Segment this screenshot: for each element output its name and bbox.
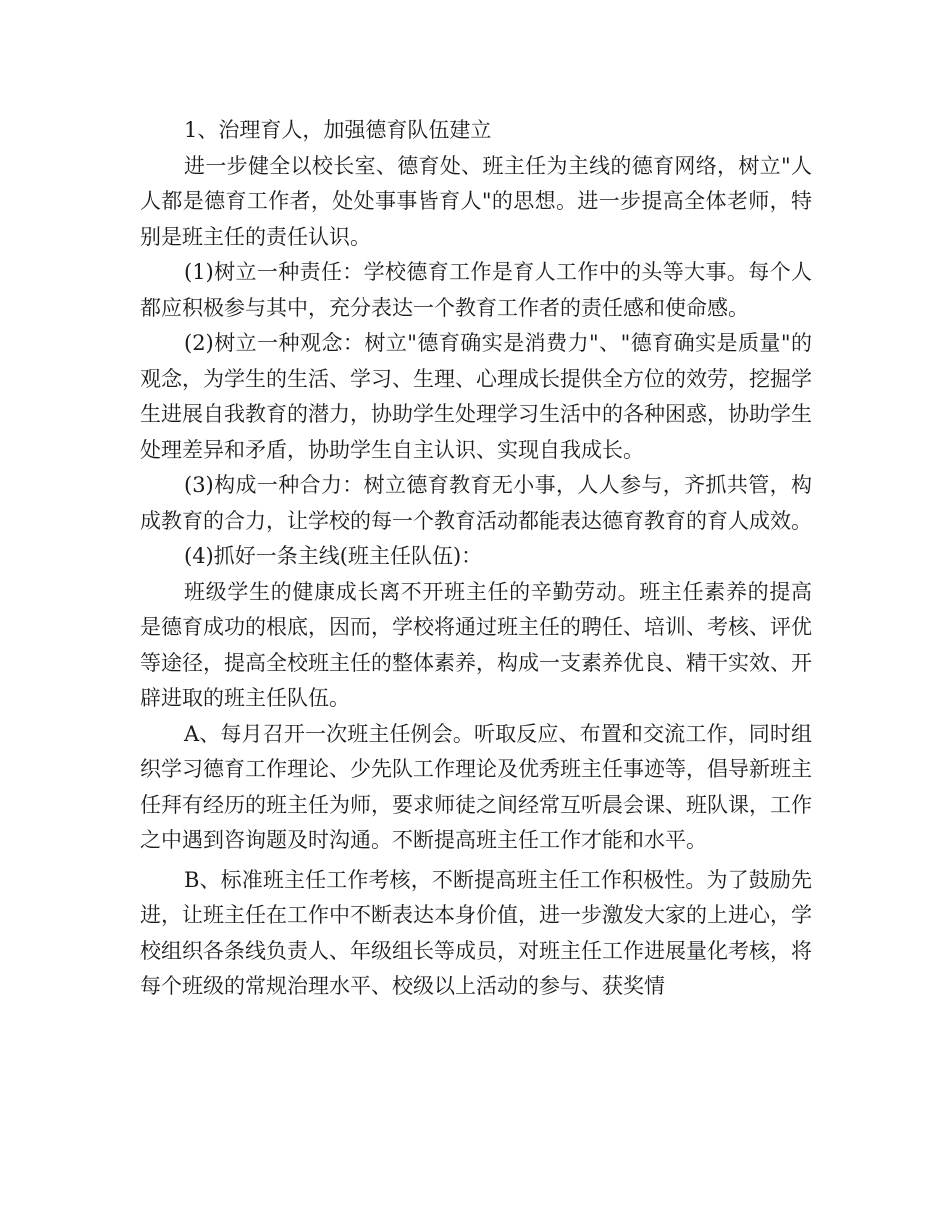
- paragraph-item-a: A、每月召开一次班主任例会。听取反应、布置和交流工作，同时组织学习德育工作理论、少先队工作理论及优秀班主任事迹等，倡导新班主任拜有经历的班主任为师，要求师徒之间经常互听晨会课、班队课，工作之中遇到咨询题及时沟通。不断提高班主任工作才能和水平。: [140, 721, 812, 852]
- document-body: [140, 113, 812, 1005]
- paragraph-item-1: (1)树立一种责任：学校德育工作是育人工作中的头等大事。每个人都应积极参与其中，充分表达一个教育工作者的责任感和使命感。: [140, 260, 812, 320]
- paragraph-item-2: (2)树立一种观念：树立"德育确实是消费力"、"德育确实是质量"的观念，为学生的生活、学习、生理、心理成长提供全方位的效劳，挖掘学生进展自我教育的潜力，协助学生处理学习生活中的各种困惑，协助学生处理差异和矛盾，协助学生自主认识、实现自我成长。: [140, 331, 812, 462]
- paragraph-class-teacher: 班级学生的健康成长离不开班主任的辛勤劳动。班主任素养的提高是德育成功的根底，因而，学校将通过班主任的聘任、培训、考核、评优等途径，提高全校班主任的整体素养，构成一支素养优良、精干实效、开辟进取的班主任队伍。: [140, 579, 812, 710]
- section-heading: 1、治理育人，加强德育队伍建立: [184, 118, 492, 142]
- paragraph-item-4: (4)抓好一条主线(班主任队伍)：: [184, 544, 483, 568]
- paragraph-item-b: B、标准班主任工作考核，不断提高班主任工作积极性。为了鼓励先进，让班主任在工作中不断表达本身价值，进一步激发大家的上进心，学校组织各条线负责人、年级组长等成员，对班主任工作进展量化考核，将每个班级的常规治理水平、校级以上活动的参与、获奖情: [140, 867, 812, 998]
- paragraph-intro: 进一步健全以校长室、德育处、班主任为主线的德育网络，树立"人人都是德育工作者，处处事事皆育人"的思想。进一步提高全体老师，特别是班主任的责任认识。: [140, 153, 812, 249]
- paragraph-item-3: (3)构成一种合力：树立德育教育无小事，人人参与，齐抓共管，构成教育的合力，让学校的每一个教育活动都能表达德育教育的育人成效。: [140, 473, 812, 533]
